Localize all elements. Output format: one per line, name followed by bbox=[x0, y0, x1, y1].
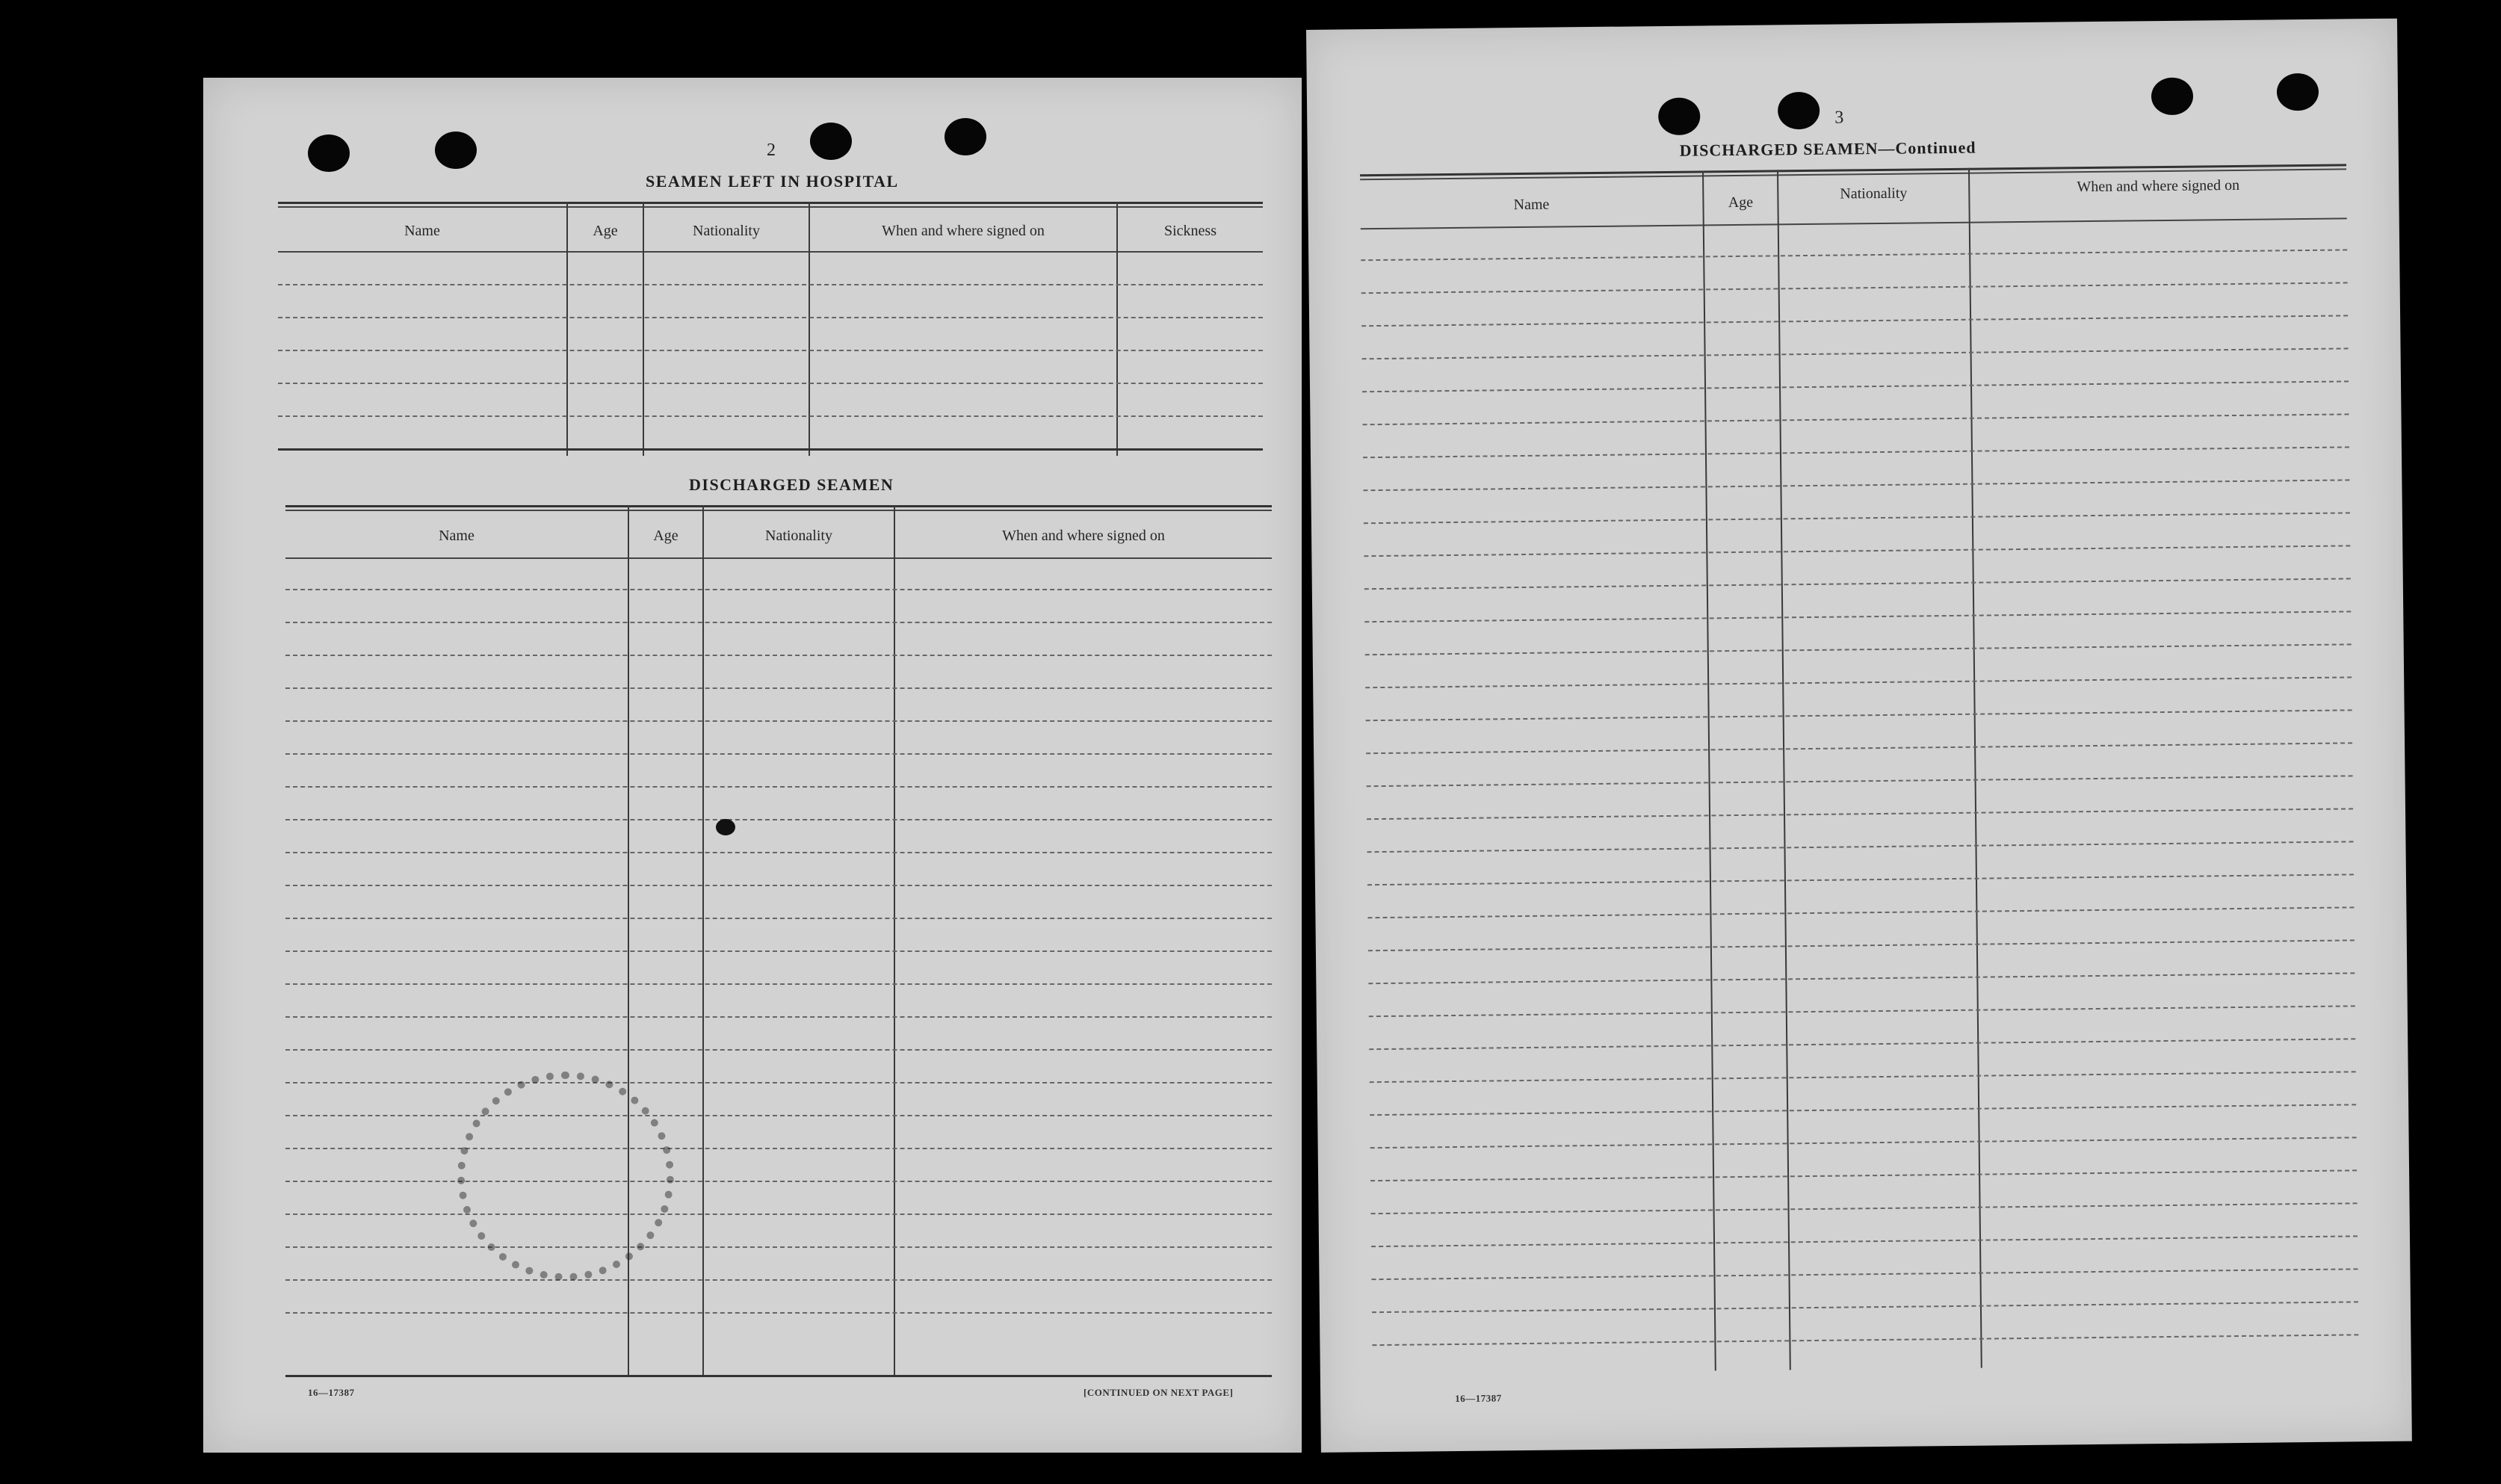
continued-note: [CONTINUED ON NEXT PAGE] bbox=[1083, 1387, 1234, 1398]
punch-hole bbox=[2277, 73, 2319, 111]
punch-hole bbox=[945, 118, 986, 155]
punch-hole bbox=[308, 135, 350, 172]
left-page bbox=[203, 78, 1302, 1453]
punch-hole bbox=[435, 132, 477, 169]
column-header-sickness: Sickness bbox=[1164, 223, 1217, 239]
punch-hole bbox=[810, 123, 852, 160]
column-header-signed-on: When and where signed on bbox=[2077, 176, 2240, 196]
page-number: 2 bbox=[767, 140, 776, 160]
column-header-signed-on: When and where signed on bbox=[1002, 528, 1165, 544]
column-header-age: Age bbox=[1728, 194, 1754, 211]
column-header-name: Name bbox=[404, 223, 440, 239]
hospital-section-title: SEAMEN LEFT IN HOSPITAL bbox=[646, 172, 899, 191]
hospital-table bbox=[278, 202, 1263, 456]
discharged-continued-table bbox=[1360, 164, 2359, 1374]
form-number: 16—17387 bbox=[308, 1387, 355, 1398]
column-header-signed-on: When and where signed on bbox=[882, 223, 1045, 239]
discharged-section-title: DISCHARGED SEAMEN bbox=[689, 475, 894, 494]
column-header-nationality: Nationality bbox=[1840, 185, 1908, 202]
ink-blot bbox=[716, 819, 735, 835]
right-page bbox=[1306, 19, 2412, 1453]
punch-hole bbox=[2151, 78, 2194, 116]
discharged-continued-title: DISCHARGED SEAMEN—Continued bbox=[1679, 137, 1976, 160]
form-number: 16—17387 bbox=[1455, 1392, 1502, 1405]
column-header-age: Age bbox=[593, 223, 618, 239]
column-header-nationality: Nationality bbox=[765, 528, 832, 544]
punch-hole bbox=[1658, 97, 1701, 135]
page-number: 3 bbox=[1834, 108, 1844, 128]
faded-stamp bbox=[457, 1072, 674, 1281]
column-header-name: Name bbox=[439, 528, 474, 544]
column-header-nationality: Nationality bbox=[693, 223, 760, 239]
column-header-name: Name bbox=[1513, 196, 1550, 214]
discharged-table bbox=[285, 505, 1272, 1376]
column-header-age: Age bbox=[653, 528, 678, 544]
punch-hole bbox=[1778, 92, 1820, 130]
